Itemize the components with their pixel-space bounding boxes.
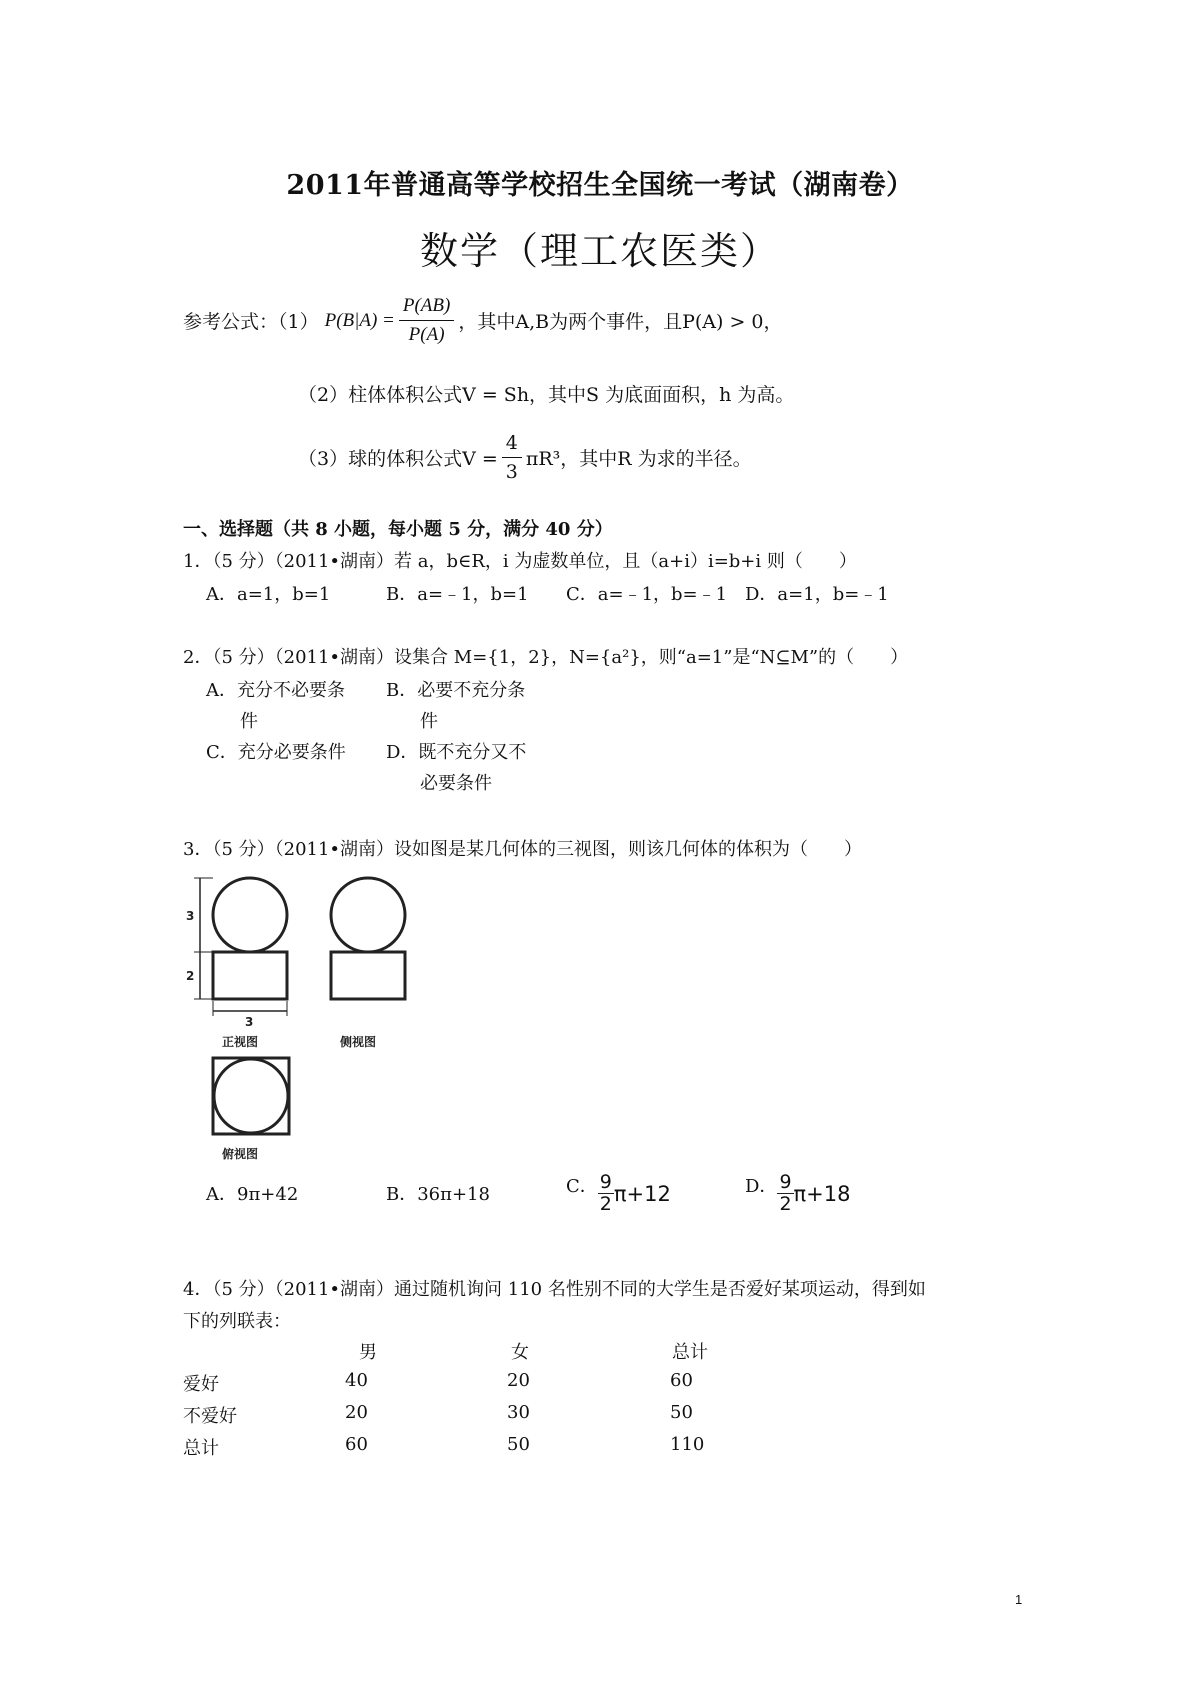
question-3-option-c-label: C． <box>566 1175 598 1197</box>
dimension-label-2: 2 <box>186 969 195 983</box>
question-2-option-a-cont: 件 <box>240 711 258 732</box>
table-row-label: 爱好 <box>183 1374 219 1395</box>
formula-3-tail: πR³，其中R 为求的半径。 <box>525 448 752 470</box>
table-cell: 110 <box>670 1434 705 1455</box>
question-2-option-a: A．充分不必要条 <box>206 680 345 701</box>
question-3-option-d-label: D． <box>745 1175 778 1197</box>
formula-3-numerator: 4 <box>502 432 522 458</box>
front-view-rect <box>213 952 287 999</box>
question-1-option-c: C．a=﹣1，b=﹣1 <box>566 584 728 605</box>
formula-label: 参考公式：（1） <box>183 311 319 333</box>
formula-1-lhs: P(B|A) = <box>324 309 395 331</box>
question-1-option-b: B．a=﹣1，b=1 <box>386 584 529 605</box>
table-cell: 50 <box>670 1402 693 1423</box>
page-subtitle: 数学（理工农医类） <box>419 229 780 273</box>
page-title: 2011年普通高等学校招生全国统一考试（湖南卷） <box>286 170 914 201</box>
question-2-stem: 2．（5 分）（2011•湖南）设集合 M={1，2}，N={a²}，则“a=1”是“N⊆M”的（ ） <box>183 647 909 668</box>
question-3-option-d <box>745 1172 851 1215</box>
question-2-option-b-cont: 件 <box>420 711 438 732</box>
question-2-option-d: D．既不充分又不 <box>386 742 527 763</box>
contingency-table <box>183 1338 783 1468</box>
table-header-total: 总计 <box>672 1342 708 1363</box>
formula-3-fraction <box>502 432 522 483</box>
question-3-option-a: A．9π+42 <box>206 1184 299 1205</box>
formula-1-numerator: P(AB) <box>399 295 454 321</box>
question-4-stem: 4．（5 分）（2011•湖南）通过随机询问 110 名性别不同的大学生是否爱好某项运动，得到如 <box>183 1279 926 1300</box>
question-1-option-a: A．a=1，b=1 <box>206 584 331 605</box>
formula-3 <box>298 432 752 483</box>
table-row-label: 不爱好 <box>183 1406 237 1427</box>
question-2-option-b: B．必要不充分条 <box>386 680 526 701</box>
question-3-option-d-fraction <box>777 1172 793 1215</box>
question-1-option-d: D．a=1，b=﹣1 <box>745 584 889 605</box>
formula-1-fraction <box>399 295 454 346</box>
top-view-circle <box>214 1059 288 1133</box>
table-cell: 60 <box>670 1370 693 1391</box>
section-heading: 一、选择题（共 8 小题，每小题 5 分，满分 40 分） <box>183 519 613 540</box>
formula-1 <box>183 295 783 346</box>
question-3-option-c-denominator: 2 <box>599 1193 612 1215</box>
formula-1-tail: ，其中A,B为两个事件，且P(A) > 0， <box>458 311 783 333</box>
table-cell: 30 <box>507 1402 530 1423</box>
question-3-option-c <box>566 1172 671 1215</box>
front-view-circle <box>213 878 287 952</box>
table-header-female: 女 <box>511 1342 529 1363</box>
formula-3-head: （3）球的体积公式V = <box>298 448 498 470</box>
front-view-label: 正视图 <box>222 1035 259 1049</box>
table-cell: 20 <box>345 1402 368 1423</box>
three-view-figure <box>180 868 420 1168</box>
table-cell: 20 <box>507 1370 530 1391</box>
table-cell: 50 <box>507 1434 530 1455</box>
question-3-option-d-denominator: 2 <box>779 1193 792 1215</box>
side-view-circle <box>331 878 405 952</box>
table-cell: 40 <box>345 1370 368 1391</box>
dimension-label-3-bottom: 3 <box>245 1015 254 1029</box>
dimension-label-3-top: 3 <box>186 909 195 923</box>
question-3-option-c-numerator: 9 <box>599 1171 612 1193</box>
question-1-stem: 1．（5 分）（2011•湖南）若 a，b∈R，i 为虚数单位，且（a+i）i=b+i 则（ ） <box>183 551 857 572</box>
question-2-option-d-cont: 必要条件 <box>420 773 492 794</box>
question-3-option-c-fraction <box>598 1172 614 1215</box>
side-view-rect <box>331 952 405 999</box>
page-number: 1 <box>1015 1592 1023 1607</box>
question-3-option-d-numerator: 9 <box>779 1171 792 1193</box>
question-4-stem-cont: 下的列联表： <box>183 1311 291 1332</box>
table-header-male: 男 <box>359 1342 377 1363</box>
question-3-option-c-rest: π+12 <box>613 1181 671 1206</box>
formula-3-denominator: 3 <box>505 461 518 483</box>
table-row-label: 总计 <box>183 1438 219 1459</box>
question-2-option-c: C．充分必要条件 <box>206 742 346 763</box>
top-view-label: 俯视图 <box>222 1147 259 1161</box>
formula-1-denominator: P(A) <box>408 324 445 345</box>
question-3-stem: 3．（5 分）（2011•湖南）设如图是某几何体的三视图，则该几何体的体积为（ ） <box>183 839 863 860</box>
table-cell: 60 <box>345 1434 368 1455</box>
formula-2: （2）柱体体积公式V = Sh，其中S 为底面面积，h 为高。 <box>298 384 795 406</box>
question-3-option-d-rest: π+18 <box>793 1181 851 1206</box>
side-view-label: 侧视图 <box>340 1035 377 1049</box>
question-3-option-b: B．36π+18 <box>386 1184 490 1205</box>
